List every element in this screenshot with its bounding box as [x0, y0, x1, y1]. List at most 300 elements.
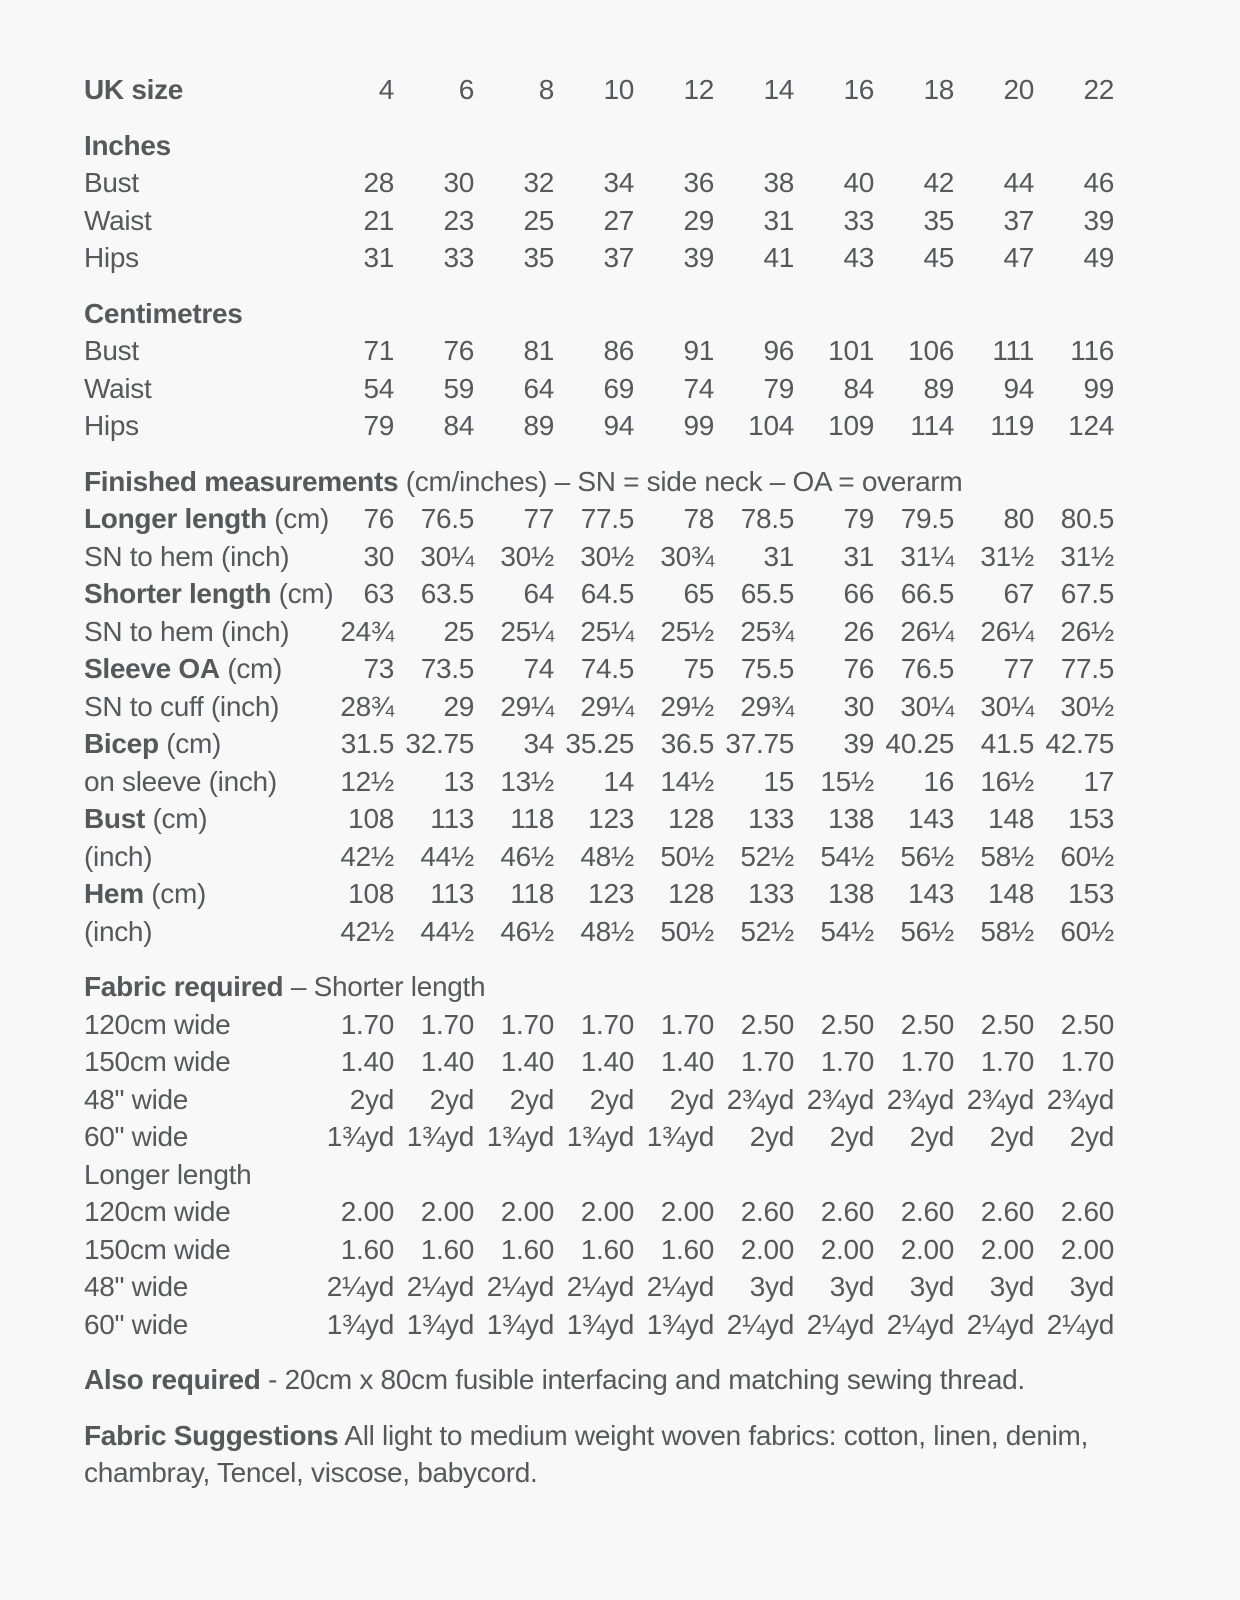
value-cell: 16	[923, 765, 954, 797]
table-row	[84, 1043, 1114, 1081]
value-cell: 108	[348, 803, 394, 834]
value-cell: 108	[348, 878, 394, 909]
value-cell: 42½	[340, 840, 394, 872]
value-cell: 40.25	[885, 728, 954, 759]
value-cell: 47	[1003, 242, 1034, 273]
value-cell: 60½	[1060, 840, 1114, 872]
value-cell: 69	[603, 372, 634, 404]
table-row	[84, 838, 1114, 876]
value-cell: 25¾	[740, 615, 794, 647]
value-cell	[554, 295, 634, 333]
value-cell: 29½	[660, 690, 714, 722]
value-cell: 77.5	[580, 503, 634, 534]
value-cell: 37	[1003, 204, 1034, 236]
value-cell: 6	[458, 74, 474, 105]
row-label: on sleeve (inch)	[84, 765, 277, 797]
value-cell: 43	[843, 242, 874, 273]
value-cell: 59	[443, 372, 474, 404]
value-cell	[1034, 127, 1114, 165]
value-cell: 99	[1083, 372, 1114, 404]
value-cell: 76.5	[420, 503, 474, 534]
value-cell: 30½	[500, 540, 554, 572]
value-cell: 76.5	[900, 653, 954, 684]
value-cell: 12	[683, 74, 714, 105]
value-cell: 138	[828, 803, 874, 834]
value-cell: 1.70	[1060, 1046, 1114, 1077]
value-cell: 2yd	[589, 1083, 634, 1115]
value-cell	[394, 127, 474, 165]
row-label: 60" wide	[84, 1308, 189, 1340]
value-cell: 33	[843, 204, 874, 236]
value-cell: 30¼	[420, 540, 474, 572]
table-row	[84, 500, 1114, 538]
row-label: (inch)	[84, 840, 153, 872]
value-cell: 22	[1083, 74, 1114, 105]
value-cell: 2.60	[900, 1196, 954, 1227]
value-cell: 29	[443, 690, 474, 722]
value-cell: 30½	[580, 540, 634, 572]
value-cell: 143	[908, 803, 954, 834]
value-cell: 2.60	[1060, 1196, 1114, 1227]
row-label: SN to hem (inch)	[84, 615, 290, 647]
value-cell: 3yd	[749, 1271, 794, 1302]
value-cell: 106	[908, 335, 954, 366]
value-cell: 76	[443, 335, 474, 366]
value-cell: 14	[763, 74, 794, 105]
row-label: SN to hem (inch)	[84, 540, 290, 572]
value-cell: 116	[1070, 335, 1114, 366]
table-row	[84, 71, 1114, 109]
value-cell: 2yd	[989, 1121, 1034, 1152]
row-label: Bust (cm)	[84, 803, 208, 834]
value-cell: 26¼	[980, 615, 1034, 647]
value-cell	[794, 1156, 874, 1194]
value-cell	[314, 295, 394, 333]
value-cell: 12½	[340, 765, 394, 797]
value-cell: 2¼yd	[886, 1308, 954, 1340]
value-cell: 2.50	[820, 1008, 874, 1040]
fabric-suggestions-note	[84, 1417, 1144, 1492]
table-row	[84, 1081, 1114, 1119]
value-cell: 138	[828, 878, 874, 909]
value-cell: 25¼	[500, 615, 554, 647]
value-cell: 2.00	[900, 1233, 954, 1265]
value-cell: 10	[603, 74, 634, 105]
value-cell: 1.40	[660, 1046, 714, 1077]
value-cell: 73.5	[420, 653, 474, 684]
value-cell: 65	[683, 578, 714, 609]
value-cell: 78.5	[740, 503, 794, 534]
row-label: Bicep (cm)	[84, 728, 222, 759]
table-row	[84, 613, 1114, 651]
value-cell: 148	[988, 878, 1034, 909]
value-cell: 56½	[900, 915, 954, 947]
value-cell: 86	[603, 335, 634, 366]
value-cell: 31.5	[340, 728, 394, 759]
value-cell: 2yd	[909, 1121, 954, 1152]
value-cell: 80	[1003, 503, 1034, 534]
value-cell: 23	[443, 204, 474, 236]
value-cell: 2.00	[740, 1233, 794, 1265]
value-cell: 42	[923, 167, 954, 198]
value-cell: 1.70	[580, 1008, 634, 1040]
finished-measurements-heading-rest: (cm/inches) – SN = side neck – OA = overarm	[405, 465, 963, 497]
value-cell: 65.5	[740, 578, 794, 609]
value-cell: 25¼	[580, 615, 634, 647]
value-cell: 1.70	[820, 1046, 874, 1077]
value-cell: 16½	[980, 765, 1034, 797]
row-label: Hem (cm)	[84, 878, 207, 909]
value-cell: 34	[603, 167, 634, 198]
value-cell: 2yd	[749, 1121, 794, 1152]
value-cell: 114	[910, 410, 954, 441]
value-cell: 34	[523, 728, 554, 759]
value-cell: 26	[843, 615, 874, 647]
value-cell: 45	[923, 242, 954, 273]
value-cell: 42½	[340, 915, 394, 947]
value-cell: 64	[523, 578, 554, 609]
value-cell: 99	[683, 410, 714, 441]
value-cell: 36	[683, 167, 714, 198]
value-cell: 1¾yd	[406, 1121, 474, 1152]
value-cell: 118	[510, 878, 554, 909]
value-cell: 113	[430, 803, 474, 834]
value-cell	[954, 295, 1034, 333]
value-cell: 73	[363, 653, 394, 684]
value-cell: 2.00	[1060, 1233, 1114, 1265]
value-cell: 16	[843, 74, 874, 105]
value-cell: 31½	[1060, 540, 1114, 572]
value-cell: 2.00	[660, 1196, 714, 1227]
value-cell: 50½	[660, 915, 714, 947]
value-cell: 30¼	[980, 690, 1034, 722]
value-cell: 58½	[980, 915, 1034, 947]
value-cell: 33	[443, 242, 474, 273]
value-cell: 75.5	[740, 653, 794, 684]
row-label: 150cm wide	[84, 1233, 231, 1265]
value-cell: 79	[843, 503, 874, 534]
value-cell: 67	[1003, 578, 1034, 609]
value-cell	[394, 295, 474, 333]
value-cell: 1.70	[420, 1008, 474, 1040]
value-cell: 123	[588, 803, 634, 834]
value-cell: 21	[363, 204, 394, 236]
value-cell: 31	[363, 242, 394, 273]
value-cell: 41.5	[980, 728, 1034, 759]
value-cell: 76	[843, 653, 874, 684]
value-cell: 77	[1003, 653, 1034, 684]
value-cell: 2.60	[820, 1196, 874, 1227]
row-label: 48" wide	[84, 1271, 189, 1302]
value-cell: 80.5	[1060, 503, 1114, 534]
value-cell: 52½	[740, 840, 794, 872]
value-cell: 13	[443, 765, 474, 797]
value-cell: 44½	[420, 915, 474, 947]
row-label: Longer length (cm)	[84, 503, 330, 534]
value-cell: 30	[843, 690, 874, 722]
value-cell: 1¾yd	[326, 1121, 394, 1152]
value-cell: 94	[1003, 372, 1034, 404]
table-row	[84, 1268, 1114, 1306]
value-cell: 3yd	[909, 1271, 954, 1302]
table-row	[84, 1156, 1114, 1194]
value-cell: 2¼yd	[406, 1271, 474, 1302]
value-cell: 30½	[1060, 690, 1114, 722]
finished-measurements-heading	[84, 463, 1240, 501]
row-label: Centimetres	[84, 297, 243, 329]
body-measurements-cm-table	[84, 295, 1114, 445]
value-cell: 15½	[820, 765, 874, 797]
value-cell: 66	[843, 578, 874, 609]
table-row	[84, 370, 1114, 408]
value-cell: 153	[1068, 878, 1114, 909]
value-cell: 2.00	[980, 1233, 1034, 1265]
value-cell: 1¾yd	[566, 1121, 634, 1152]
table-row	[84, 332, 1114, 370]
value-cell	[474, 1156, 554, 1194]
value-cell: 44½	[420, 840, 474, 872]
value-cell: 74	[523, 653, 554, 684]
value-cell: 20	[1003, 74, 1034, 105]
value-cell	[554, 127, 634, 165]
fabric-required-heading-bold: Fabric required	[84, 971, 284, 1002]
row-label: Shorter length (cm)	[84, 578, 334, 609]
value-cell: 2yd	[429, 1083, 474, 1115]
value-cell: 2¼yd	[806, 1308, 874, 1340]
table-row	[84, 1193, 1114, 1231]
value-cell: 31	[763, 204, 794, 236]
value-cell: 32	[523, 167, 554, 198]
value-cell: 124	[1068, 410, 1114, 441]
value-cell: 77	[523, 503, 554, 534]
value-cell: 2.50	[900, 1008, 954, 1040]
value-cell: 1.40	[420, 1046, 474, 1077]
value-cell: 84	[443, 410, 474, 441]
table-row	[84, 1006, 1114, 1044]
table-row	[84, 763, 1114, 801]
value-cell: 111	[992, 335, 1034, 366]
row-label: Waist	[84, 204, 152, 236]
row-label: 150cm wide	[84, 1046, 231, 1077]
value-cell: 31	[763, 540, 794, 572]
value-cell: 28¾	[340, 690, 394, 722]
value-cell: 74.5	[580, 653, 634, 684]
value-cell: 133	[748, 878, 794, 909]
value-cell: 1.70	[980, 1046, 1034, 1077]
value-cell: 1.60	[660, 1233, 714, 1265]
value-cell: 1.70	[900, 1046, 954, 1077]
row-label: Sleeve OA (cm)	[84, 653, 283, 684]
value-cell: 27	[603, 204, 634, 236]
table-row	[84, 202, 1114, 240]
value-cell: 63.5	[420, 578, 474, 609]
value-cell: 1.70	[500, 1008, 554, 1040]
value-cell: 60½	[1060, 915, 1114, 947]
value-cell: 30¼	[900, 690, 954, 722]
value-cell: 2yd	[349, 1083, 394, 1115]
row-label: 120cm wide	[84, 1196, 231, 1227]
value-cell	[794, 295, 874, 333]
value-cell: 1.40	[340, 1046, 394, 1077]
table-row	[84, 650, 1114, 688]
value-cell	[954, 1156, 1034, 1194]
value-cell: 2.00	[580, 1196, 634, 1227]
value-cell	[1034, 1156, 1114, 1194]
value-cell	[474, 127, 554, 165]
value-cell: 2¼yd	[726, 1308, 794, 1340]
value-cell: 2¼yd	[486, 1271, 554, 1302]
value-cell: 46	[1083, 167, 1114, 198]
row-label: SN to cuff (inch)	[84, 690, 280, 722]
value-cell: 31¼	[900, 540, 954, 572]
value-cell: 1¾yd	[486, 1121, 554, 1152]
value-cell: 1¾yd	[646, 1308, 714, 1340]
value-cell: 133	[748, 803, 794, 834]
value-cell: 46½	[500, 840, 554, 872]
value-cell: 39	[683, 242, 714, 273]
finished-measurements-heading-bold: Finished measurements	[84, 465, 399, 497]
value-cell: 79	[763, 372, 794, 404]
row-label: (inch)	[84, 915, 153, 947]
table-row	[84, 688, 1114, 726]
value-cell	[314, 1156, 394, 1194]
value-cell: 1.70	[740, 1046, 794, 1077]
value-cell: 2¼yd	[966, 1308, 1034, 1340]
also-required-text: - 20cm x 80cm fusible interfacing and matching sewing thread.	[268, 1364, 1025, 1395]
finished-measurements-table	[84, 500, 1114, 950]
value-cell: 2¼yd	[646, 1271, 714, 1302]
value-cell: 123	[588, 878, 634, 909]
value-cell: 71	[363, 335, 394, 366]
table-row	[84, 800, 1114, 838]
value-cell: 25	[443, 615, 474, 647]
value-cell: 74	[683, 372, 714, 404]
value-cell: 2.60	[980, 1196, 1034, 1227]
value-cell: 79.5	[900, 503, 954, 534]
value-cell: 48½	[580, 840, 634, 872]
value-cell: 2¾yd	[726, 1083, 794, 1115]
value-cell: 29¾	[740, 690, 794, 722]
value-cell: 29	[683, 204, 714, 236]
value-cell: 1.70	[340, 1008, 394, 1040]
value-cell: 2¾yd	[1046, 1083, 1114, 1115]
value-cell: 44	[1003, 167, 1034, 198]
value-cell: 109	[828, 410, 874, 441]
value-cell	[714, 295, 794, 333]
value-cell: 1.60	[580, 1233, 634, 1265]
value-cell: 1.40	[500, 1046, 554, 1077]
row-label: Hips	[84, 242, 139, 273]
value-cell	[874, 295, 954, 333]
value-cell: 118	[510, 803, 554, 834]
value-cell: 2yd	[1069, 1121, 1114, 1152]
value-cell	[874, 1156, 954, 1194]
table-row	[84, 913, 1114, 951]
value-cell: 15	[763, 765, 794, 797]
value-cell: 91	[683, 335, 714, 366]
value-cell: 2.50	[980, 1008, 1034, 1040]
value-cell: 66.5	[900, 578, 954, 609]
value-cell: 30	[363, 540, 394, 572]
value-cell: 89	[523, 410, 554, 441]
value-cell: 2¾yd	[886, 1083, 954, 1115]
value-cell	[394, 1156, 474, 1194]
value-cell: 25½	[660, 615, 714, 647]
value-cell	[714, 127, 794, 165]
value-cell	[714, 1156, 794, 1194]
table-row	[84, 127, 1114, 165]
row-label: Hips	[84, 410, 139, 441]
value-cell: 29¼	[500, 690, 554, 722]
value-cell: 2.00	[820, 1233, 874, 1265]
row-label: 48" wide	[84, 1083, 189, 1115]
value-cell: 2yd	[829, 1121, 874, 1152]
value-cell: 28	[363, 167, 394, 198]
value-cell	[1034, 295, 1114, 333]
value-cell	[554, 1156, 634, 1194]
value-cell: 2¼yd	[326, 1271, 394, 1302]
value-cell: 50½	[660, 840, 714, 872]
fabric-required-table	[84, 1006, 1114, 1344]
table-row	[84, 164, 1114, 202]
row-label: Bust	[84, 167, 139, 198]
value-cell: 52½	[740, 915, 794, 947]
value-cell: 1¾yd	[326, 1308, 394, 1340]
value-cell: 64	[523, 372, 554, 404]
value-cell: 1.70	[660, 1008, 714, 1040]
value-cell: 4	[378, 74, 394, 105]
value-cell: 2.50	[1060, 1008, 1114, 1040]
value-cell: 37	[603, 242, 634, 273]
value-cell: 2¼yd	[566, 1271, 634, 1302]
value-cell: 35.25	[565, 728, 634, 759]
value-cell: 42.75	[1045, 728, 1114, 759]
value-cell: 2.50	[740, 1008, 794, 1040]
uk-size-table	[84, 71, 1114, 109]
value-cell: 84	[843, 372, 874, 404]
row-label: Longer length	[84, 1158, 252, 1190]
value-cell: 39	[1083, 204, 1114, 236]
value-cell: 1.40	[580, 1046, 634, 1077]
value-cell: 18	[923, 74, 954, 105]
value-cell	[474, 295, 554, 333]
value-cell	[634, 295, 714, 333]
value-cell: 89	[923, 372, 954, 404]
value-cell: 8	[538, 74, 554, 105]
value-cell	[314, 127, 394, 165]
also-required-label: Also required	[84, 1364, 261, 1395]
table-row	[84, 295, 1114, 333]
value-cell: 36.5	[660, 728, 714, 759]
value-cell: 40	[843, 167, 874, 198]
value-cell: 54	[363, 372, 394, 404]
value-cell: 77.5	[1060, 653, 1114, 684]
value-cell: 26¼	[900, 615, 954, 647]
value-cell: 17	[1083, 765, 1114, 797]
value-cell: 56½	[900, 840, 954, 872]
value-cell: 2¾yd	[966, 1083, 1034, 1115]
value-cell: 2.00	[340, 1196, 394, 1227]
value-cell	[954, 127, 1034, 165]
value-cell: 14	[603, 765, 634, 797]
value-cell: 119	[990, 410, 1034, 441]
value-cell: 49	[1083, 242, 1114, 273]
value-cell: 37.75	[725, 728, 794, 759]
row-label: UK size	[84, 74, 184, 105]
value-cell: 1¾yd	[406, 1308, 474, 1340]
value-cell: 29¼	[580, 690, 634, 722]
value-cell: 2¼yd	[1046, 1308, 1114, 1340]
